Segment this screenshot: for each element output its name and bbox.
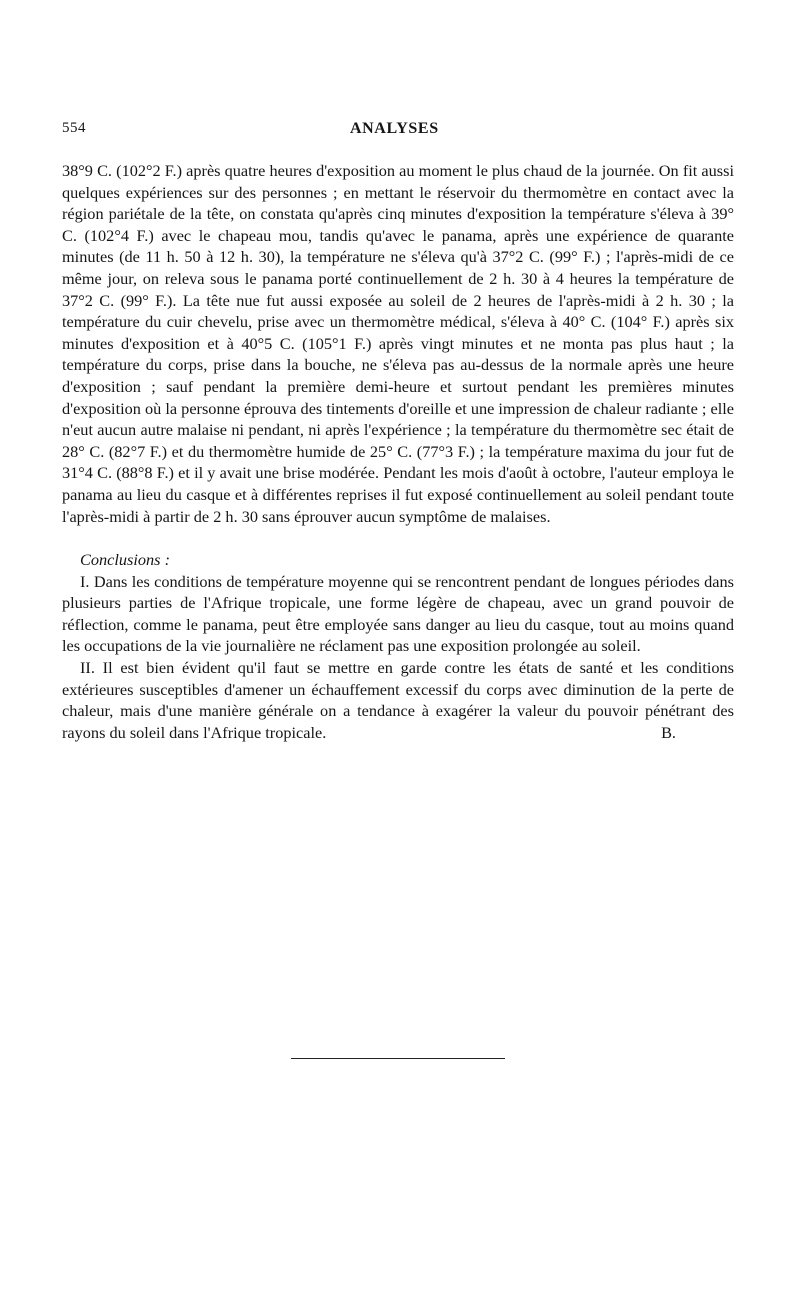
author-signature: B. xyxy=(661,722,676,742)
conclusion-2-text: II. Il est bien évident qu'il faut se mettre en garde contre les états de santé et les conditions extérieures susceptibles d'amener un échauffement excessif du corps avec diminution de la perte de chaleur, mais d'une manière générale on a tendance à exagérer la valeur du pouvoir pénétrant des rayons du soleil dans l'Afrique tropicale. xyxy=(62,658,734,742)
section-divider-rule xyxy=(291,1058,505,1059)
running-head: ANALYSES xyxy=(350,120,439,137)
conclusions-heading: Conclusions : xyxy=(80,550,171,570)
page-number: 554 xyxy=(62,120,86,136)
conclusion-1: I. Dans les conditions de température moyenne qui se rencontrent pendant de longues périodes dans plusieurs parties de l'Afrique tropicale, une forme légère de chapeau, avec un grand pouvoir de réflection, comme le panama, peut être employée sans danger au lieu du casque, tout au moins quand les occupations de la vie journalière ne réclament pas une exposition prolongée au soleil. xyxy=(62,571,734,656)
page-header xyxy=(62,120,732,142)
paragraph-continued: 38°9 C. (102°2 F.) après quatre heures d'exposition au moment le plus chaud de la journée. On fit aussi quelques expériences sur des personnes ; en mettant le réservoir du thermomètre en contact avec la région pariétale de la tête, on constata qu'après cinq minutes d'exposition la température s'éleva à 39° C. (102°4 F.) avec le chapeau mou, tandis qu'avec le panama, après une expérience de quarante minutes (de 11 h. 50 à 12 h. 30), la température ne s'éleva qu'à 37°2 C. (99° F.) ; l'après-midi de ce même jour, on releva sous le panama porté continuellement de 2 h. 30 à 4 heures la température de 37°2 C. (99° F.). La tête nue fut aussi exposée au soleil de 2 heures de l'après-midi à 2 h. 30 ; la température du cuir chevelu, prise avec un thermomètre médical, s'éleva à 40° C. (104° F.) après six minutes d'exposition et à 40°5 C. (105°1 F.) après vingt minutes et ne monta pas plus haut ; la température du corps, prise dans la bouche, ne s'éleva pas au-dessus de la normale après une heure d'exposition ; sauf pendant la première demi-heure et surtout pendant les premières minutes d'exposition où la personne éprouva des tintements d'oreille et une impression de chaleur radiante ; elle n'eut aucun autre malaise ni pendant, ni après l'expérience ; la température du thermomètre sec était de 28° C. (82°7 F.) et du thermomètre humide de 25° C. (77°3 F.) ; la température maxima du jour fut de 31°4 C. (88°8 F.) et il y avait une brise modérée. Pendant les mois d'août à octobre, l'auteur employa le panama au lieu du casque et à différentes reprises il fut exposé continuellement au soleil pendant toute l'après-midi à partir de 2 h. 30 sans éprouver aucun symptôme de malaises. xyxy=(62,161,734,526)
conclusion-2 xyxy=(62,657,734,743)
body-text xyxy=(62,160,734,743)
